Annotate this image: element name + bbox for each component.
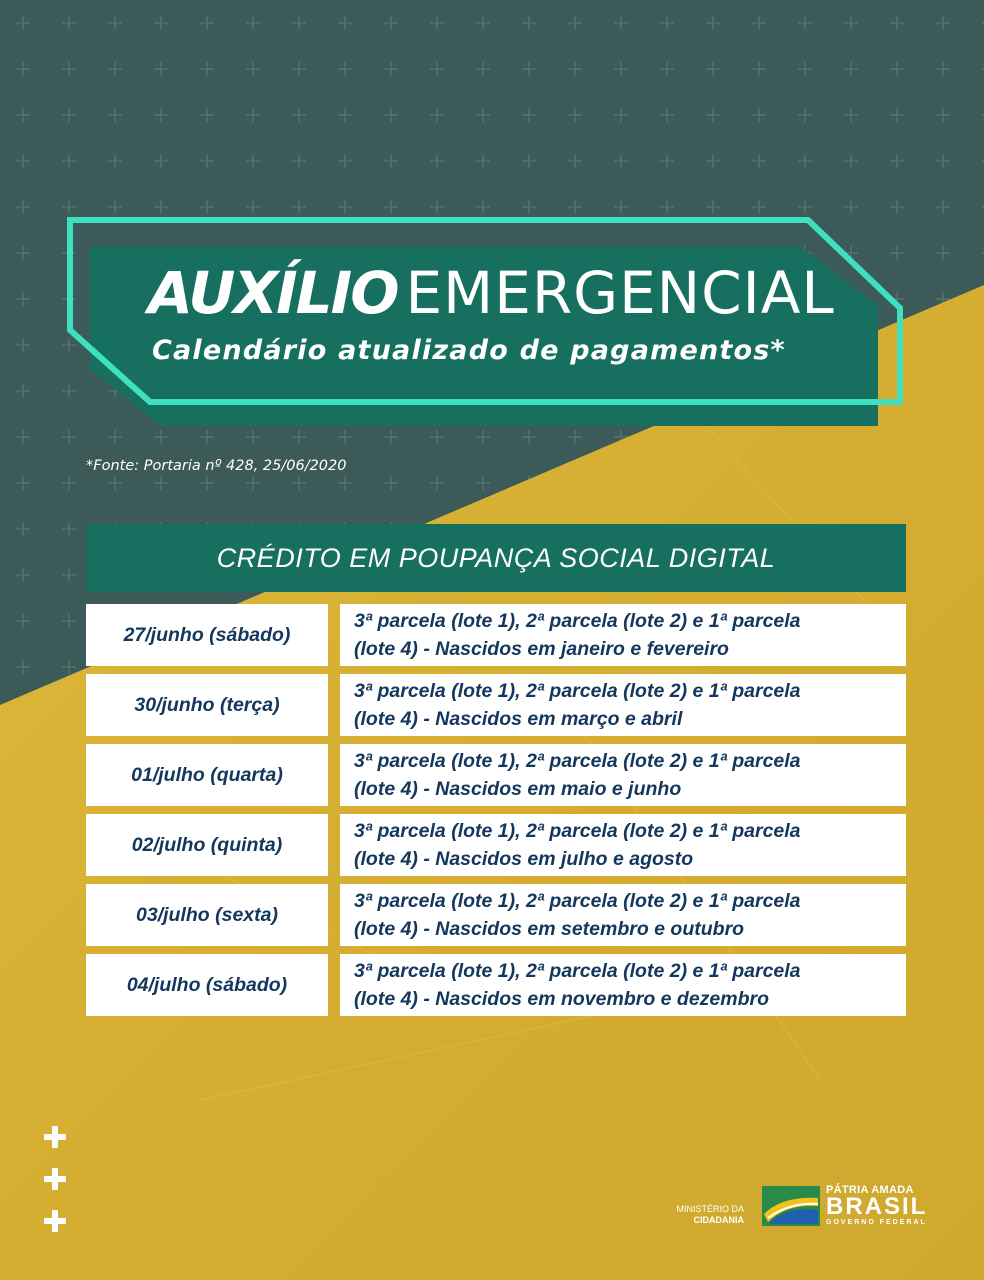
description-line: 3ª parcela (lote 1), 2ª parcela (lote 2) e 1ª parcela xyxy=(354,960,801,982)
description-line: (lote 4) - Nascidos em maio e junho xyxy=(354,778,682,800)
ministry-line1: MINISTÉRIO DA xyxy=(676,1204,744,1214)
title-bold: AUXÍLIO xyxy=(148,259,398,327)
table-heading xyxy=(86,524,906,592)
date-cell: 02/julho (quinta) xyxy=(86,814,328,876)
date-cell: 01/julho (quarta) xyxy=(86,744,328,806)
plus-icon xyxy=(44,1126,66,1148)
title-banner xyxy=(0,0,984,440)
government-brand-logo xyxy=(760,1184,930,1230)
table-row xyxy=(86,744,906,806)
description-line: 3ª parcela (lote 1), 2ª parcela (lote 2) e 1ª parcela xyxy=(354,890,801,912)
plus-icon xyxy=(44,1168,66,1190)
date-cell: 30/junho (terça) xyxy=(86,674,328,736)
date-cell: 04/julho (sábado) xyxy=(86,954,328,1016)
table-row xyxy=(86,814,906,876)
brand-line1: PÁTRIA AMADA xyxy=(826,1184,914,1196)
description-cell xyxy=(340,954,906,1016)
description-cell xyxy=(340,814,906,876)
description-line: (lote 4) - Nascidos em setembro e outubro xyxy=(354,918,745,940)
table-heading-text: CRÉDITO EM POUPANÇA SOCIAL DIGITAL xyxy=(216,542,776,573)
ministry-logo xyxy=(640,1204,744,1226)
ministry-line2: CIDADANIA xyxy=(693,1215,744,1225)
table-row xyxy=(86,604,906,666)
description-line: 3ª parcela (lote 1), 2ª parcela (lote 2) e 1ª parcela xyxy=(354,680,801,702)
description-line: (lote 4) - Nascidos em janeiro e fevereiro xyxy=(354,638,729,660)
banner-shape xyxy=(0,0,984,440)
description-cell xyxy=(340,674,906,736)
description-line: 3ª parcela (lote 1), 2ª parcela (lote 2) e 1ª parcela xyxy=(354,820,801,842)
description-line: 3ª parcela (lote 1), 2ª parcela (lote 2) e 1ª parcela xyxy=(354,610,801,632)
description-line: (lote 4) - Nascidos em julho e agosto xyxy=(354,848,694,870)
table-row xyxy=(86,884,906,946)
brand-line3: GOVERNO FEDERAL xyxy=(826,1219,927,1226)
description-line: (lote 4) - Nascidos em março e abril xyxy=(354,708,683,730)
brand-text xyxy=(826,1184,927,1227)
date-cell: 03/julho (sexta) xyxy=(86,884,328,946)
table-row xyxy=(86,674,906,736)
page-subtitle: Calendário atualizado de pagamentos* xyxy=(152,335,786,366)
description-cell xyxy=(340,884,906,946)
brand-line2: BRASIL xyxy=(826,1193,928,1220)
date-cell: 27/junho (sábado) xyxy=(86,604,328,666)
plus-icon xyxy=(44,1210,66,1232)
page-title xyxy=(148,258,848,328)
brazil-flag-icon xyxy=(760,1184,822,1228)
description-cell xyxy=(340,744,906,806)
title-light: EMERGENCIAL xyxy=(405,259,835,327)
source-note: *Fonte: Portaria nº 428, 25/06/2020 xyxy=(86,458,347,474)
description-line: (lote 4) - Nascidos em novembro e dezembro xyxy=(354,988,770,1010)
description-cell xyxy=(340,604,906,666)
table-row xyxy=(86,954,906,1016)
description-line: 3ª parcela (lote 1), 2ª parcela (lote 2) e 1ª parcela xyxy=(354,750,801,772)
